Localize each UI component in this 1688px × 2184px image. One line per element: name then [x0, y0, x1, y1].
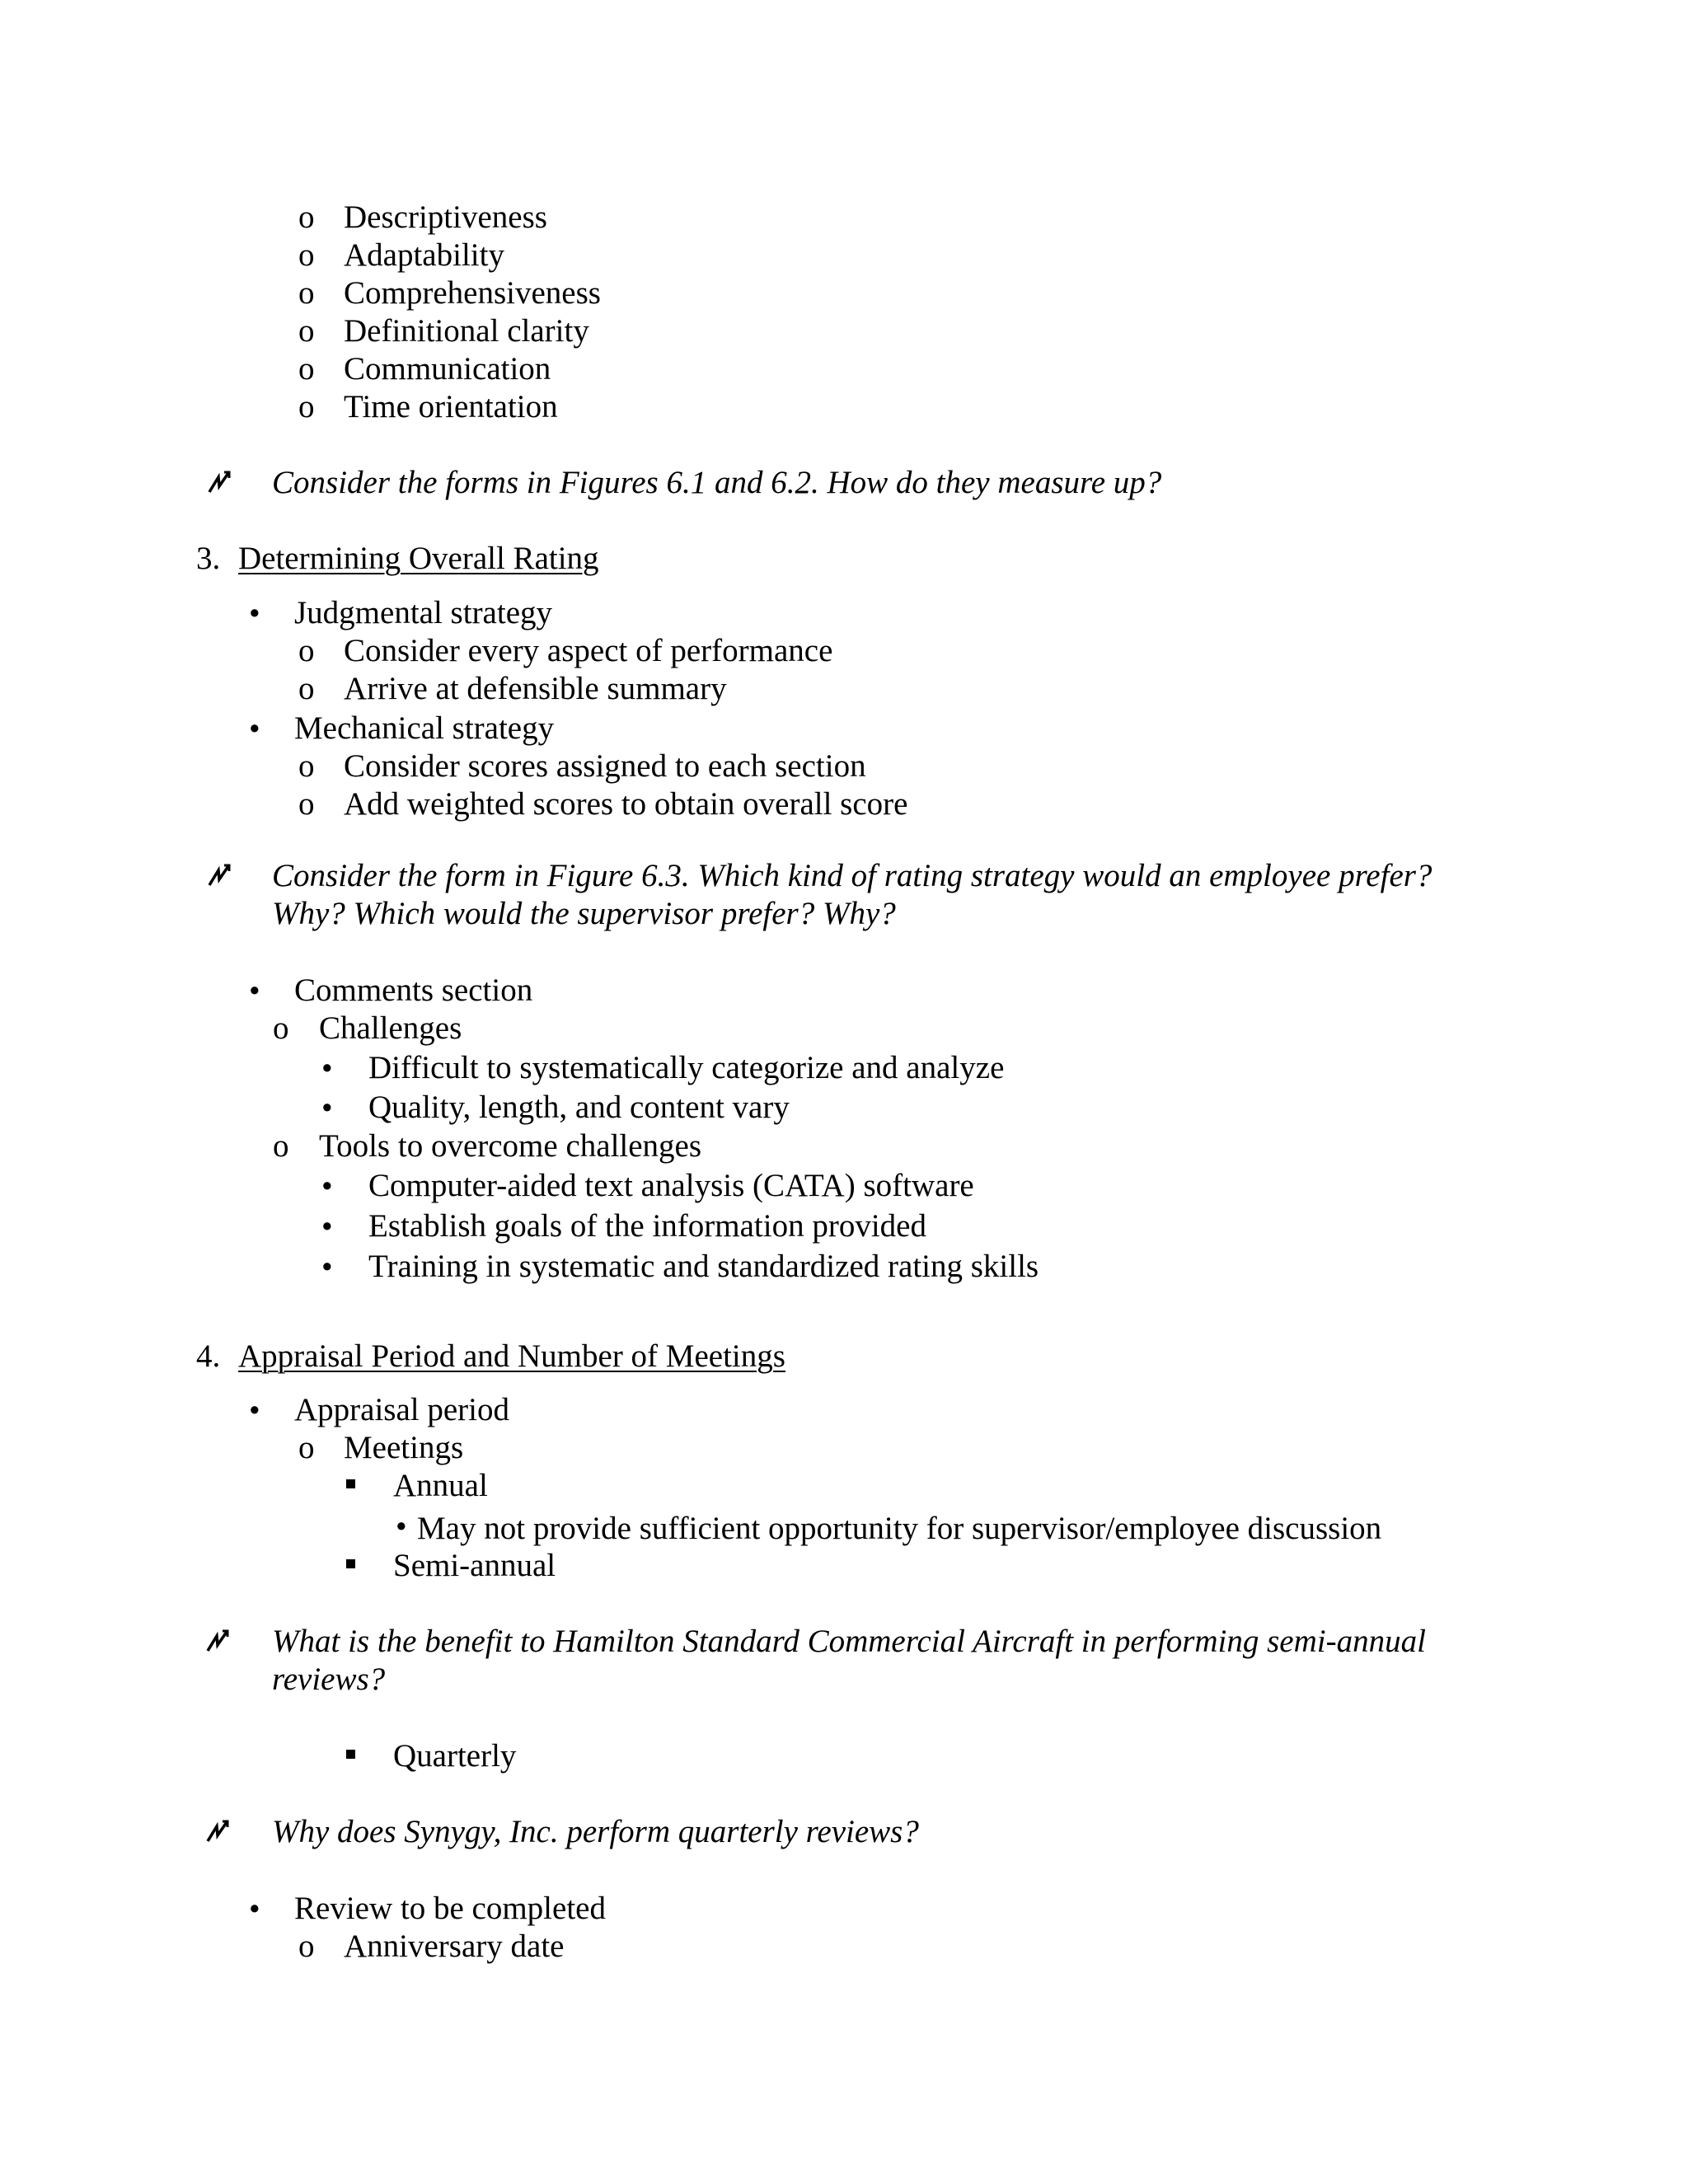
judgmental-strategy: Judgmental strategy: [294, 595, 553, 630]
appraisal-period: Appraisal period: [294, 1392, 510, 1427]
bullet-icon: •: [249, 1891, 260, 1927]
quarterly: Quarterly: [393, 1738, 517, 1774]
tool-item: Training in systematic and standardized rating skills: [368, 1249, 1039, 1284]
comments-section: Comments section: [294, 972, 533, 1008]
section-4-title: Appraisal Period and Number of Meetings: [238, 1338, 785, 1374]
bullet-icon: •: [321, 1090, 333, 1126]
lightning-icon: [206, 863, 232, 889]
square-bullet-icon: [346, 1479, 355, 1488]
criteria-item: Definitional clarity: [344, 313, 589, 349]
challenges: Challenges: [319, 1010, 462, 1046]
note-synygy: Why does Synygy, Inc. perform quarterly reviews?: [272, 1814, 919, 1849]
note-measure-up: Consider the forms in Figures 6.1 and 6.2. How do they measure up?: [272, 465, 1162, 500]
mechanical-item: Consider scores assigned to each section: [344, 748, 866, 784]
note-hamilton: What is the benefit to Hamilton Standard Commercial Aircraft in performing semi-annual: [272, 1624, 1426, 1659]
hollow-bullet-icon: o: [298, 1929, 315, 1964]
square-bullet-icon: [346, 1558, 355, 1568]
bullet-icon: •: [249, 596, 260, 631]
hollow-bullet-icon: o: [298, 199, 315, 235]
hollow-bullet-icon: o: [298, 237, 315, 273]
lightning-icon: [204, 1629, 231, 1655]
note-figure-6-3: Consider the form in Figure 6.3. Which kind of rating strategy would an employee prefer?: [272, 858, 1432, 893]
bullet-icon: •: [321, 1051, 333, 1086]
criteria-item: Comprehensiveness: [344, 275, 601, 311]
meetings: Meetings: [344, 1430, 464, 1465]
criteria-item: Time orientation: [344, 389, 558, 424]
hollow-bullet-icon: o: [298, 275, 315, 311]
bullet-icon: •: [321, 1209, 333, 1244]
tool-item: Establish goals of the information provided: [368, 1208, 926, 1244]
hollow-bullet-icon: o: [273, 1128, 289, 1164]
hollow-bullet-icon: o: [298, 313, 315, 349]
judgmental-item: Consider every aspect of performance: [344, 633, 833, 668]
hollow-bullet-icon: o: [298, 1430, 315, 1465]
bullet-icon: •: [321, 1249, 333, 1285]
hollow-bullet-icon: o: [298, 633, 315, 668]
mechanical-strategy: Mechanical strategy: [294, 710, 555, 746]
challenge-item: Difficult to systematically categorize and analyze: [368, 1050, 1005, 1085]
section-3-number: 3.: [196, 541, 221, 576]
hollow-bullet-icon: o: [298, 351, 315, 387]
note-figure-6-3-cont: Why? Which would the supervisor prefer? Why?: [272, 896, 896, 931]
criteria-item: Descriptiveness: [344, 199, 547, 235]
annual: Annual: [393, 1468, 488, 1503]
mechanical-item: Add weighted scores to obtain overall score: [344, 786, 908, 822]
criteria-item: Adaptability: [344, 237, 504, 273]
hollow-bullet-icon: o: [273, 1010, 289, 1046]
criteria-item: Communication: [344, 351, 551, 387]
note-hamilton-cont: reviews?: [272, 1661, 386, 1697]
bullet-icon: •: [249, 711, 260, 747]
square-bullet-icon: [346, 1749, 355, 1759]
tool-item: Computer-aided text analysis (CATA) software: [368, 1168, 974, 1203]
semi-annual: Semi-annual: [393, 1548, 556, 1583]
bullet-icon: •: [396, 1509, 407, 1544]
hollow-bullet-icon: o: [298, 389, 315, 424]
bullet-icon: •: [249, 1393, 260, 1428]
review-to-be-completed: Review to be completed: [294, 1891, 606, 1926]
judgmental-item: Arrive at defensible summary: [344, 671, 727, 706]
bullet-icon: •: [249, 973, 260, 1009]
bullet-icon: •: [321, 1169, 333, 1204]
anniversary-date: Anniversary date: [344, 1929, 565, 1964]
lightning-icon: [206, 470, 232, 496]
hollow-bullet-icon: o: [298, 671, 315, 706]
section-4-number: 4.: [196, 1338, 221, 1374]
tools-to-overcome: Tools to overcome challenges: [319, 1128, 702, 1164]
challenge-item: Quality, length, and content vary: [368, 1090, 790, 1125]
annual-note: May not provide sufficient opportunity for supervisor/employee discussion: [417, 1511, 1382, 1546]
hollow-bullet-icon: o: [298, 748, 315, 784]
hollow-bullet-icon: o: [298, 786, 315, 822]
section-3-title: Determining Overall Rating: [238, 541, 599, 576]
lightning-icon: [204, 1819, 231, 1845]
